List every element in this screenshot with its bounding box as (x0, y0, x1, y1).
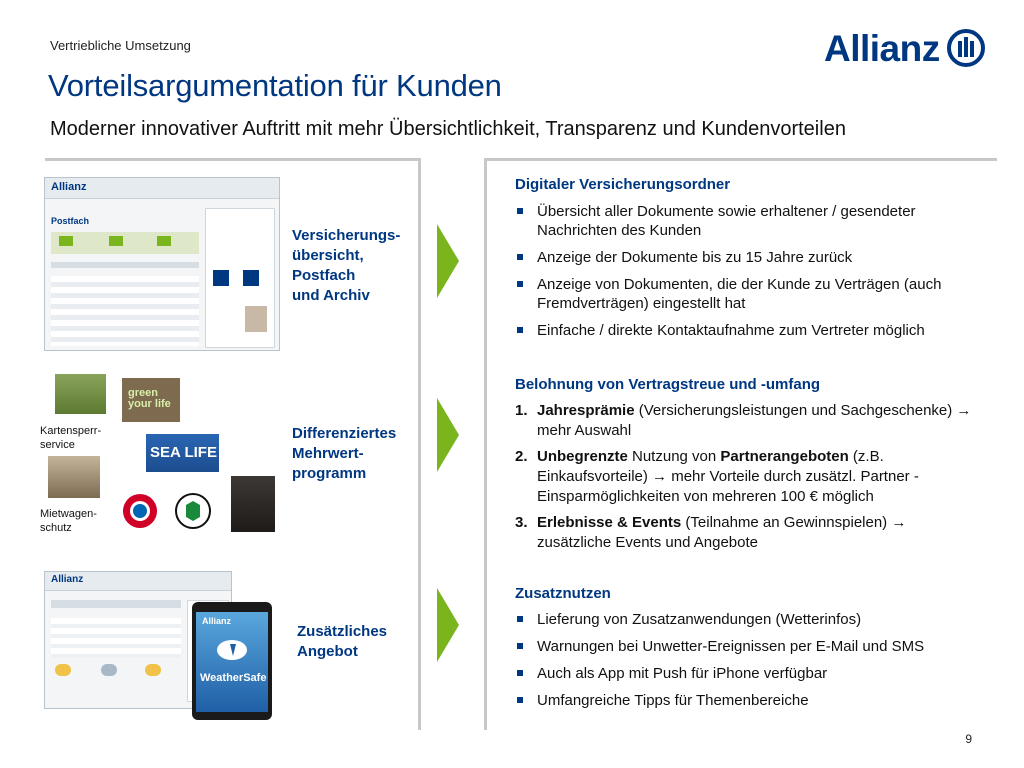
storm-cloud-icon (214, 634, 250, 664)
section-heading: Zusatznutzen (515, 585, 611, 602)
page-number: 9 (965, 732, 972, 746)
left-divider (418, 158, 421, 730)
chevron-right-icon (437, 398, 459, 472)
section-belohnung (515, 376, 980, 559)
list-item: Lieferung von Zusatzanwendungen (Wetterinfos) (515, 610, 985, 629)
section-kicker: Vertriebliche Umsetzung (50, 38, 191, 53)
green-your-life-badge: green your life (122, 378, 180, 422)
dfb-logo-icon (175, 493, 211, 529)
chevron-right-icon (437, 588, 459, 662)
label-zusaetzliches-angebot: Zusätzliches Angebot (297, 623, 388, 660)
section-versicherungsordner (515, 176, 985, 348)
list-item: Auch als App mit Push für iPhone verfügbar (515, 664, 985, 683)
page-subtitle: Moderner innovativer Auftritt mit mehr Übersichtlichkeit, Transparenz und Kundenvorteilen (50, 118, 846, 140)
list-item: 3. Erlebnisse & Events (Teilnahme an Gewinnspielen) → zusätzliche Events und Angebote (515, 514, 907, 551)
allianz-logo (824, 26, 984, 72)
wetter-screenshot: Allianz (44, 571, 232, 709)
photo-piano (231, 476, 275, 532)
phone-weathersafe: Allianz WeatherSafe (192, 602, 272, 720)
label-mehrwertprogramm: Differenziertes Mehrwert- programm (292, 425, 397, 482)
right-top-rule (484, 158, 997, 161)
section-zusatznutzen (515, 585, 985, 718)
list-item: Übersicht aller Dokumente sowie erhaltener / gesendeter Nachrichten des Kunden (515, 202, 985, 240)
list-item: Anzeige von Dokumenten, die der Kunde zu Verträgen (auch Fremdverträgen) eingestellt hat (515, 275, 985, 313)
postfach-heading: Postfach (51, 216, 90, 226)
sea-life-badge: SEA LIFE (146, 434, 219, 472)
fc-bayern-logo-icon (122, 493, 158, 529)
photo-beach-chairs (55, 374, 106, 414)
screenshot-brand: Allianz (51, 181, 87, 193)
list-item: Umfangreiche Tipps für Themenbereiche (515, 691, 985, 710)
chevron-right-icon (437, 224, 459, 298)
list-item: 1. Jahresprämie (Versicherungsleistungen und Sachgeschenke) → mehr Auswahl (515, 402, 972, 439)
left-top-rule (45, 158, 420, 161)
list-item: Anzeige der Dokumente bis zu 15 Jahre zurück (515, 248, 985, 267)
page-title: Vorteilsargumentation für Kunden (48, 68, 502, 103)
right-divider (484, 158, 487, 730)
allianz-eagle-icon (946, 28, 986, 68)
postfach-screenshot (44, 177, 280, 351)
label-versicherungsuebersicht: Versicherungs- übersicht, Postfach und Archiv (292, 227, 401, 304)
caption-mietwagenschutz: Mietwagen- schutz (40, 508, 97, 534)
section-heading: Belohnung von Vertragstreue und -umfang (515, 376, 821, 393)
photo-family (48, 456, 100, 498)
list-item: 2. Unbegrenzte Nutzung von Partnerangeboten (z.B. Einkaufsvorteile) → mehr Vorteile durch zusätzl. Partner - Einsparmöglichkeiten von mehreren 100 € möglich (515, 448, 919, 505)
logo-text: Allianz (824, 28, 940, 69)
list-item: Warnungen bei Unwetter-Ereignissen per E-Mail und SMS (515, 637, 985, 656)
list-item: Einfache / direkte Kontaktaufnahme zum Vertreter möglich (515, 321, 985, 340)
section-heading: Digitaler Versicherungsordner (515, 176, 731, 193)
caption-kartensperrservice: Kartensperr- service (40, 425, 102, 451)
